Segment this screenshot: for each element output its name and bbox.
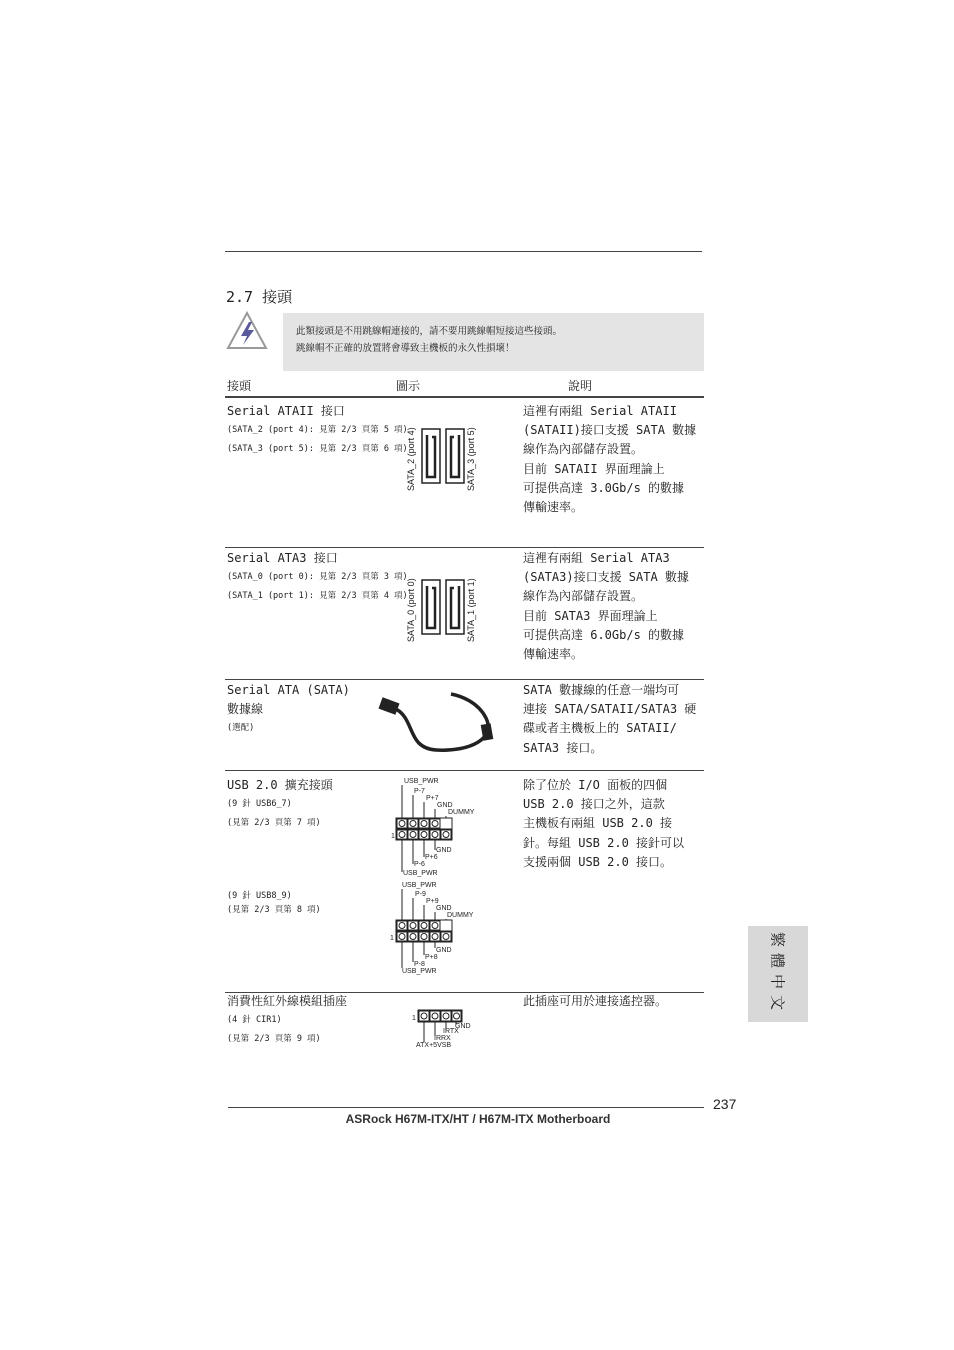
- usb67-pin-diagram: [390, 776, 480, 878]
- warning-line-2: 跳線帽不正確的放置將會導致主機板的永久性損壞！: [296, 343, 515, 354]
- connector-note: (SATA_0 (port 0): 見第 2/3 頁第 3 項): [227, 572, 408, 582]
- desc-line: 除了位於 I/O 面板的四個: [523, 778, 668, 792]
- header-rule: [225, 251, 702, 252]
- desc-line: 碟或者主機板上的 SATAII/: [523, 721, 677, 736]
- footer-rule: [228, 1107, 704, 1108]
- connector-note: (9 針 USB8_9): [227, 891, 292, 901]
- usb89-notes: [227, 889, 321, 917]
- cir-pin-diagram: [412, 1008, 482, 1052]
- warning-line-1: 此類接頭是不用跳線帽連接的，請不要用跳線帽短接這些接頭。: [296, 326, 563, 337]
- connector-name: Serial ATA3 接口: [227, 551, 338, 565]
- pin-label: P-6: [414, 861, 425, 868]
- row-divider: [225, 547, 704, 548]
- connector-name: Serial ATAII 接口: [227, 404, 345, 418]
- pin-label: DUMMY: [447, 912, 474, 919]
- connector-name: 消費性紅外線模組插座: [227, 994, 348, 1008]
- row-usb: [227, 776, 333, 833]
- connector-note: (SATA_1 (port 1): 見第 2/3 頁第 4 項): [227, 591, 408, 601]
- col-header-figure: 圖示: [396, 379, 421, 393]
- sata3-connector-diagram: [404, 572, 484, 644]
- row-cir: [227, 992, 347, 1049]
- pin-label: P-9: [415, 891, 426, 898]
- cir-description: [523, 992, 667, 1011]
- connector-note: (SATA_3 (port 5): 見第 2/3 頁第 6 項): [227, 444, 408, 454]
- pin-label: GND: [455, 1023, 471, 1030]
- desc-line: USB 2.0 接口之外，這款: [523, 797, 665, 812]
- col-header-description: 說明: [568, 379, 593, 393]
- desc-line: 連接 SATA/SATAII/SATA3 硬: [523, 702, 697, 717]
- pin-label: P+7: [426, 795, 439, 802]
- desc-line: 目前 SATA3 界面理論上: [523, 608, 658, 623]
- desc-line: 支援兩個 USB 2.0 接口。: [523, 854, 673, 869]
- col-header-connector: 接頭: [227, 379, 252, 393]
- side-tab-label: 繁體中文: [768, 931, 787, 1017]
- pin1-marker: 1: [390, 935, 394, 942]
- sataii-connector-diagram: [404, 423, 484, 495]
- warning-box: [283, 313, 704, 371]
- pin-label: GND: [436, 947, 452, 954]
- connector-name: Serial ATA (SATA): [227, 683, 350, 697]
- desc-line: 傳輸速率。: [523, 500, 584, 515]
- pin-label: GND: [437, 802, 453, 809]
- pin-label: ATX+5VSB: [416, 1042, 452, 1049]
- pin-label: USB_PWR: [403, 870, 438, 877]
- connector-note: (4 針 CIR1): [227, 1015, 282, 1025]
- desc-line: 可提供高達 3.0Gb/s 的數據: [523, 480, 685, 495]
- sataii-description: [523, 402, 696, 517]
- desc-line: (SATA3)接口支援 SATA 數據: [523, 570, 689, 585]
- desc-line: 線作為內部儲存設置。: [523, 442, 644, 457]
- pin-label: IRRX: [434, 1035, 451, 1042]
- desc-line: (SATAII)接口支援 SATA 數據: [523, 423, 697, 438]
- desc-line: SATA 數據線的任意一端均可: [523, 683, 680, 697]
- pin-label: USB_PWR: [404, 778, 439, 785]
- desc-line: SATA3 接口。: [523, 740, 603, 755]
- row-divider: [225, 679, 704, 680]
- connector-note: (SATA_2 (port 4): 見第 2/3 頁第 5 項): [227, 425, 408, 435]
- usb89-pin-diagram: [388, 880, 478, 980]
- connector-note: (見第 2/3 頁第 8 項): [227, 905, 321, 915]
- pin-label: DUMMY: [448, 809, 475, 816]
- table-header-rule: [225, 396, 704, 398]
- sata-cable-illustration: [376, 688, 506, 756]
- sata3-label: SATA_3 (port 5): [466, 427, 476, 491]
- pin1-marker: 1: [412, 1015, 416, 1022]
- connector-name-2: 數據線: [227, 702, 264, 716]
- pin-label: USB_PWR: [402, 968, 437, 975]
- sata2-label: SATA_2 (port 4): [406, 427, 416, 491]
- pin-label: P+6: [425, 854, 438, 861]
- connector-note: (選配): [227, 723, 255, 733]
- sata1-label: SATA_1 (port 1): [466, 578, 476, 642]
- desc-line: 線作為內部儲存設置。: [523, 589, 644, 604]
- connector-note: (見第 2/3 頁第 9 項): [227, 1034, 321, 1044]
- page-number: 237: [713, 1096, 737, 1112]
- warning-icon: [226, 310, 268, 352]
- pin-label: P+9: [426, 898, 439, 905]
- desc-line: 目前 SATAII 界面理論上: [523, 461, 665, 476]
- pin-label: P-8: [414, 961, 425, 968]
- pin-label: IRTX: [443, 1028, 459, 1035]
- sata0-label: SATA_0 (port 0): [406, 578, 416, 642]
- pin-label: GND: [436, 847, 452, 854]
- desc-line: 可提供高達 6.0Gb/s 的數據: [523, 627, 685, 642]
- section-title: 2.7 接頭: [226, 288, 293, 306]
- row-sata-cable: [227, 681, 350, 738]
- pin-label: P-7: [414, 788, 425, 795]
- connector-note: (9 針 USB6_7): [227, 799, 292, 809]
- desc-line: 主機板有兩組 USB 2.0 接: [523, 816, 673, 831]
- desc-line: 針。每組 USB 2.0 接針可以: [523, 835, 685, 850]
- row-sataii: [227, 402, 408, 459]
- sata3-description: [523, 549, 689, 664]
- footer-product: ASRock H67M-ITX/HT / H67M-ITX Motherboard: [345, 1112, 611, 1126]
- desc-line: 這裡有兩組 Serial ATA3: [523, 551, 670, 565]
- desc-line: 此插座可用於連接遙控器。: [523, 994, 668, 1008]
- desc-line: 傳輸速率。: [523, 647, 584, 662]
- row-sata3: [227, 549, 408, 606]
- usb-description: [523, 776, 684, 872]
- desc-line: 這裡有兩組 Serial ATAII: [523, 404, 677, 418]
- sata-cable-description: [523, 681, 696, 758]
- row-divider: [225, 770, 704, 771]
- language-side-tab: [748, 926, 808, 1022]
- connector-name: USB 2.0 擴充接頭: [227, 778, 333, 792]
- pin-label: USB_PWR: [402, 882, 437, 889]
- pin-label: P+8: [425, 954, 438, 961]
- pin-label: GND: [436, 905, 452, 912]
- pin1-marker: 1: [391, 833, 395, 840]
- connector-note: (見第 2/3 頁第 7 項): [227, 818, 321, 828]
